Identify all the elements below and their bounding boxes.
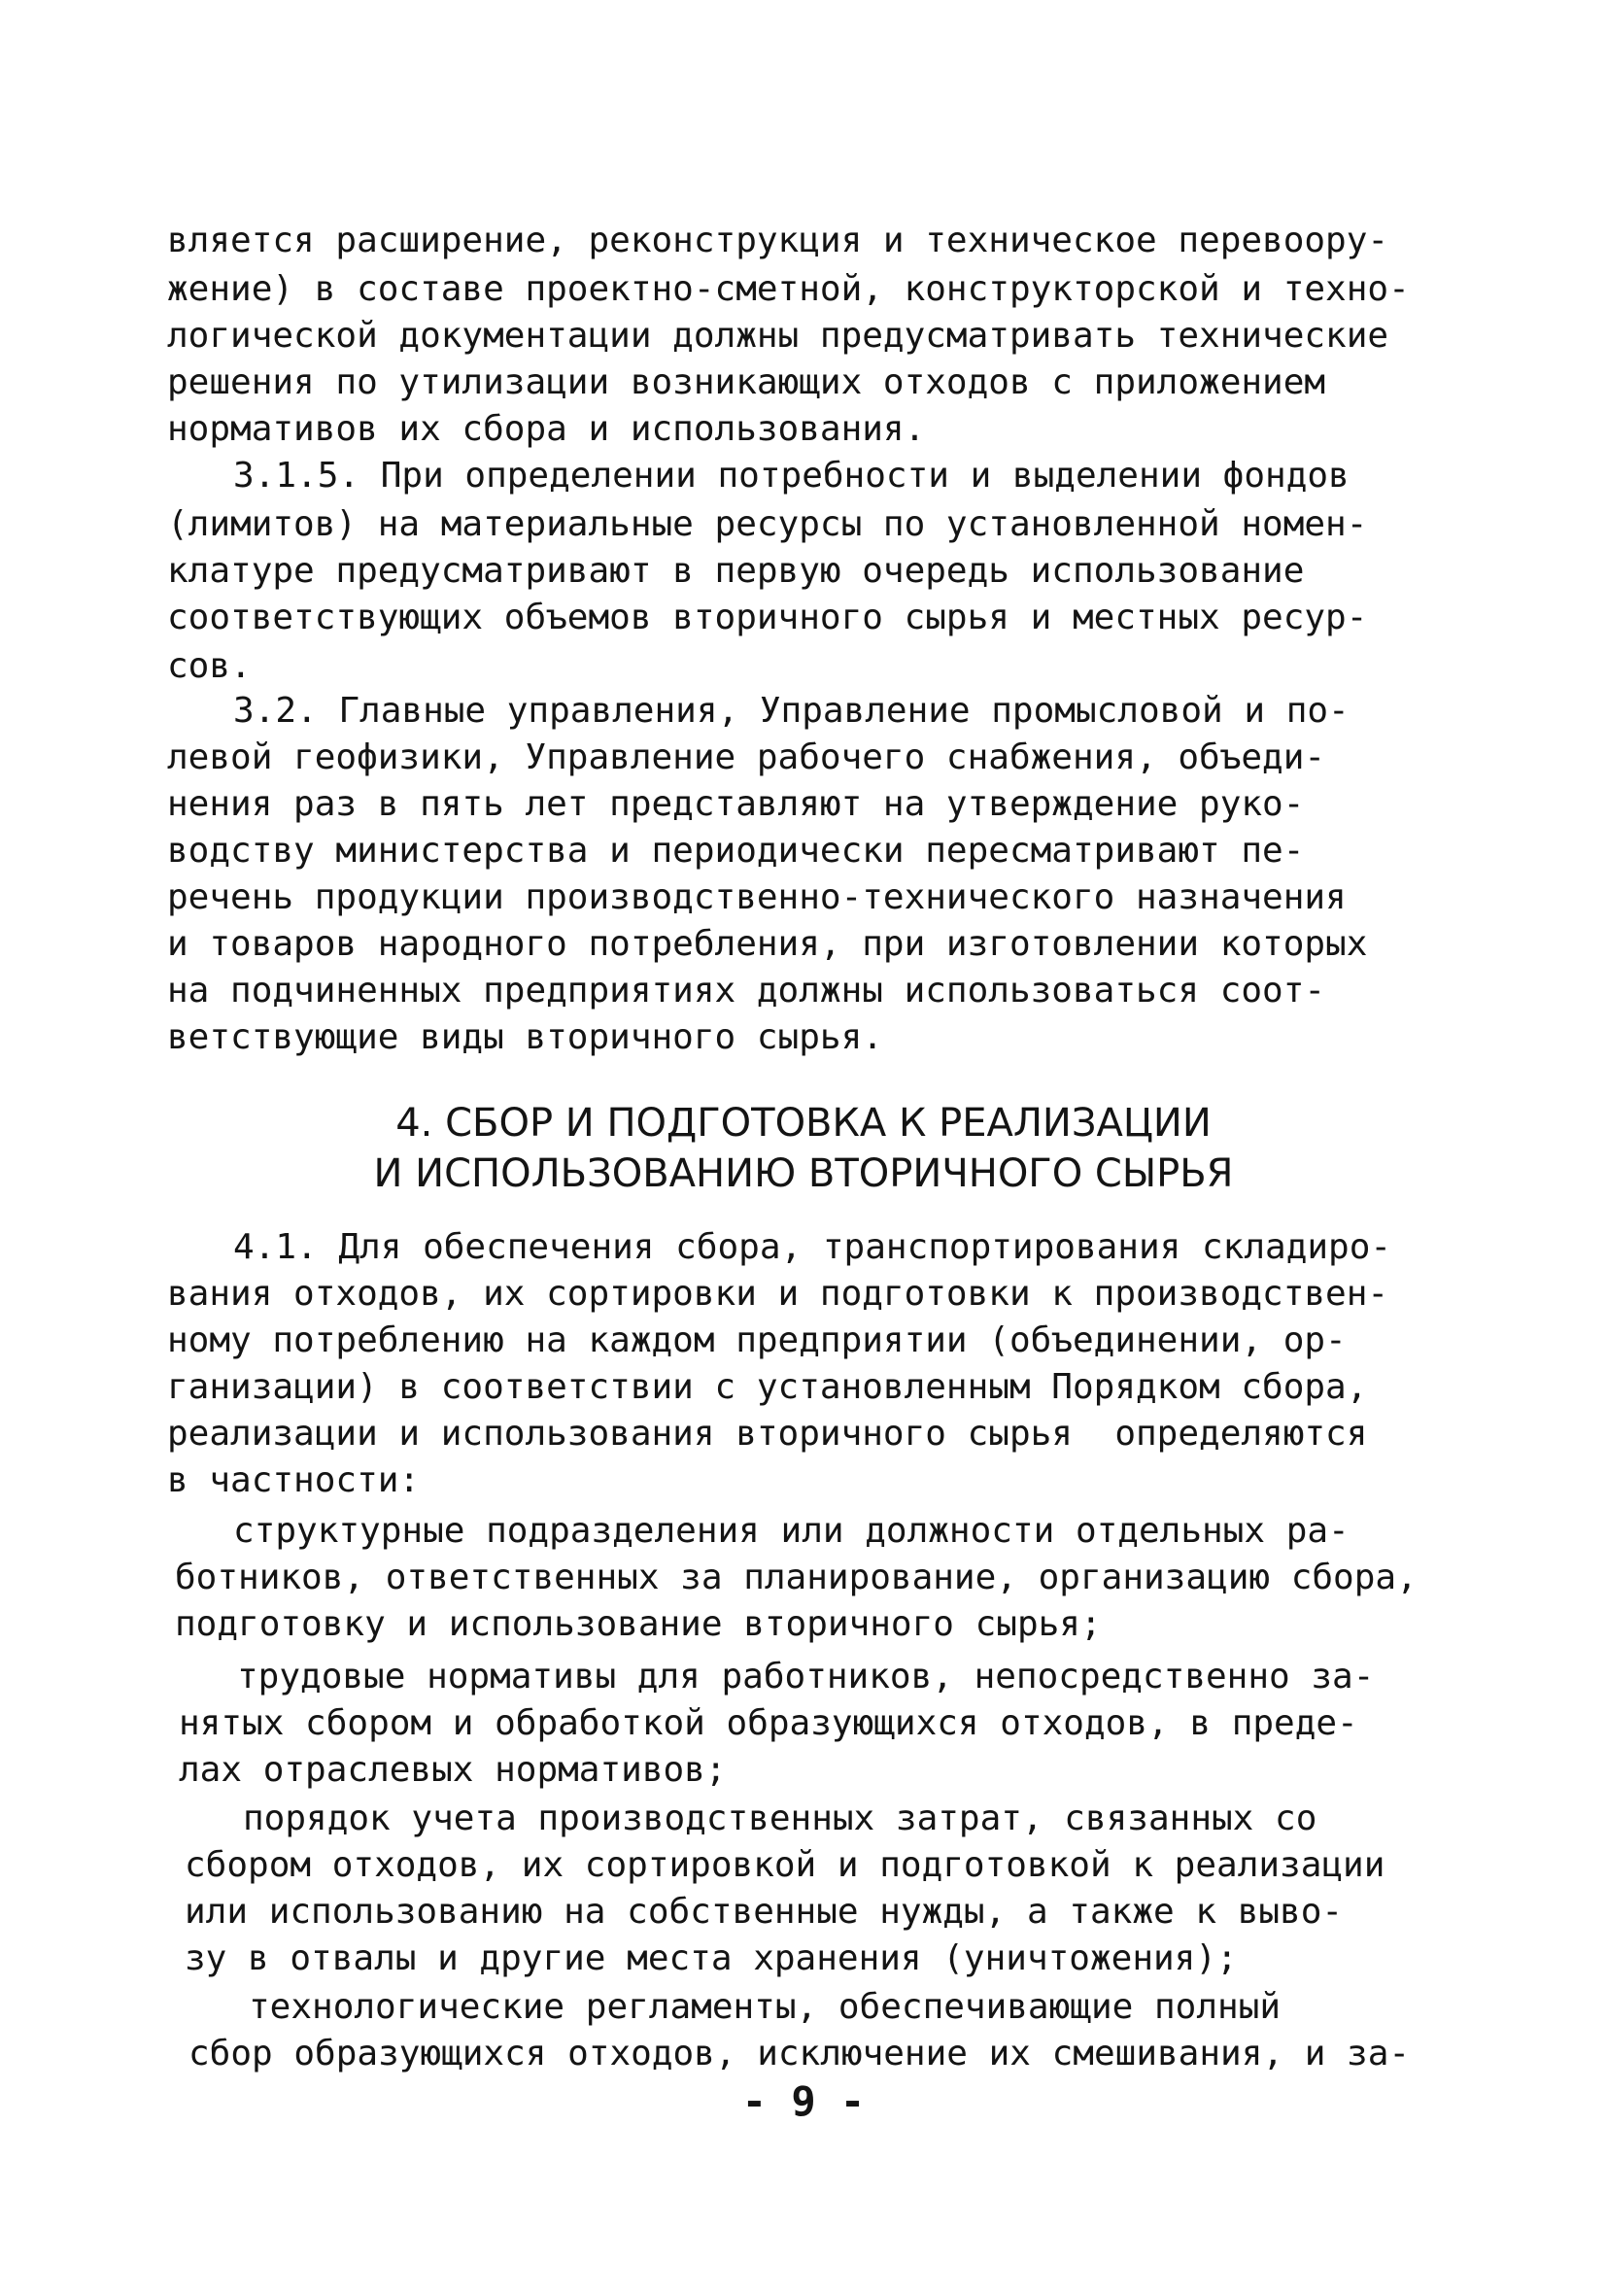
text-line: вляется расширение, реконструкция и техническое перевоору- — [167, 221, 1389, 260]
text-line: подготовку и использование вторичного сырья; — [175, 1604, 1102, 1644]
text-line: нения раз в пять лет представляют на утверждение руко- — [167, 784, 1305, 824]
text-line: нормативов их сбора и использования. — [167, 409, 926, 449]
text-line: ганизации) в соответствии с установленным Порядком сбора, — [167, 1367, 1368, 1407]
text-line: реализации и использования вторичного сырья определяются — [167, 1414, 1368, 1454]
text-line: ному потреблению на каждом предприятии (объединении, ор- — [167, 1320, 1347, 1360]
text-line: вания отходов, их сортировки и подготовки к производствен- — [167, 1274, 1389, 1314]
text-line: левой геофизики, Управление рабочего снабжения, объеди- — [167, 737, 1326, 777]
text-line: 3.2. Главные управления, Управление промысловой и по- — [233, 691, 1350, 731]
text-line: или использованию на собственные нужды, а также к выво- — [185, 1892, 1344, 1932]
text-line: трудовые нормативы для работников, непосредственно за- — [237, 1657, 1375, 1696]
text-line: на подчиненных предприятиях должны использоваться соот- — [167, 971, 1326, 1011]
text-line: технологические регламенты, обеспечивающие полный — [249, 1987, 1282, 2027]
text-line: водству министерства и периодически пересматривают пе- — [167, 831, 1305, 871]
text-line: нятых сбором и обработкой образующихся отходов, в преде- — [179, 1703, 1358, 1743]
page-number: - 9 - — [741, 2077, 866, 2125]
section-heading-line-2: И ИСПОЛЬЗОВАНИЮ ВТОРИЧНОГО СЫРЬЯ — [373, 1151, 1234, 1196]
text-line: ботников, ответственных за планирование, организацию сбора, — [175, 1558, 1418, 1597]
text-line: клатуре предусматривают в первую очередь использование — [167, 551, 1305, 591]
text-line: сбором отходов, их сортировкой и подготовкой к реализации — [185, 1845, 1385, 1885]
text-line: ветствующие виды вторичного сырья. — [167, 1017, 883, 1057]
text-line: речень продукции производственно-технического назначения — [167, 877, 1347, 917]
text-line: (лимитов) на материальные ресурсы по установленной номен- — [167, 504, 1368, 544]
text-line: лах отраслевых нормативов; — [179, 1750, 727, 1790]
text-line: в частности: — [167, 1460, 421, 1500]
text-line: 4.1. Для обеспечения сбора, транспортирования складиро- — [233, 1227, 1392, 1267]
section-heading-line-1: 4. СБОР И ПОДГОТОВКА К РЕАЛИЗАЦИИ — [395, 1101, 1212, 1146]
text-line: решения по утилизации возникающих отходов с приложением — [167, 362, 1326, 402]
text-line: жение) в составе проектно-сметной, конструкторской и техно- — [167, 269, 1410, 309]
text-line: логической документации должны предусматривать технические — [167, 316, 1389, 356]
text-line: 3.1.5. При определении потребности и выделении фондов — [233, 456, 1350, 496]
text-line: сбор образующихся отходов, исключение их смешивания, и за- — [188, 2034, 1411, 2073]
text-line: сов. — [167, 646, 252, 686]
text-line: структурные подразделения или должности отдельных ра- — [233, 1511, 1350, 1551]
text-line: и товаров народного потребления, при изготовлении которых — [167, 924, 1368, 964]
text-line: порядок учета производственных затрат, связанных со — [243, 1799, 1317, 1838]
text-line: зу в отвалы и другие места хранения (уничтожения); — [185, 1938, 1238, 1978]
text-line: соответствующих объемов вторичного сырья и местных ресур- — [167, 598, 1368, 637]
